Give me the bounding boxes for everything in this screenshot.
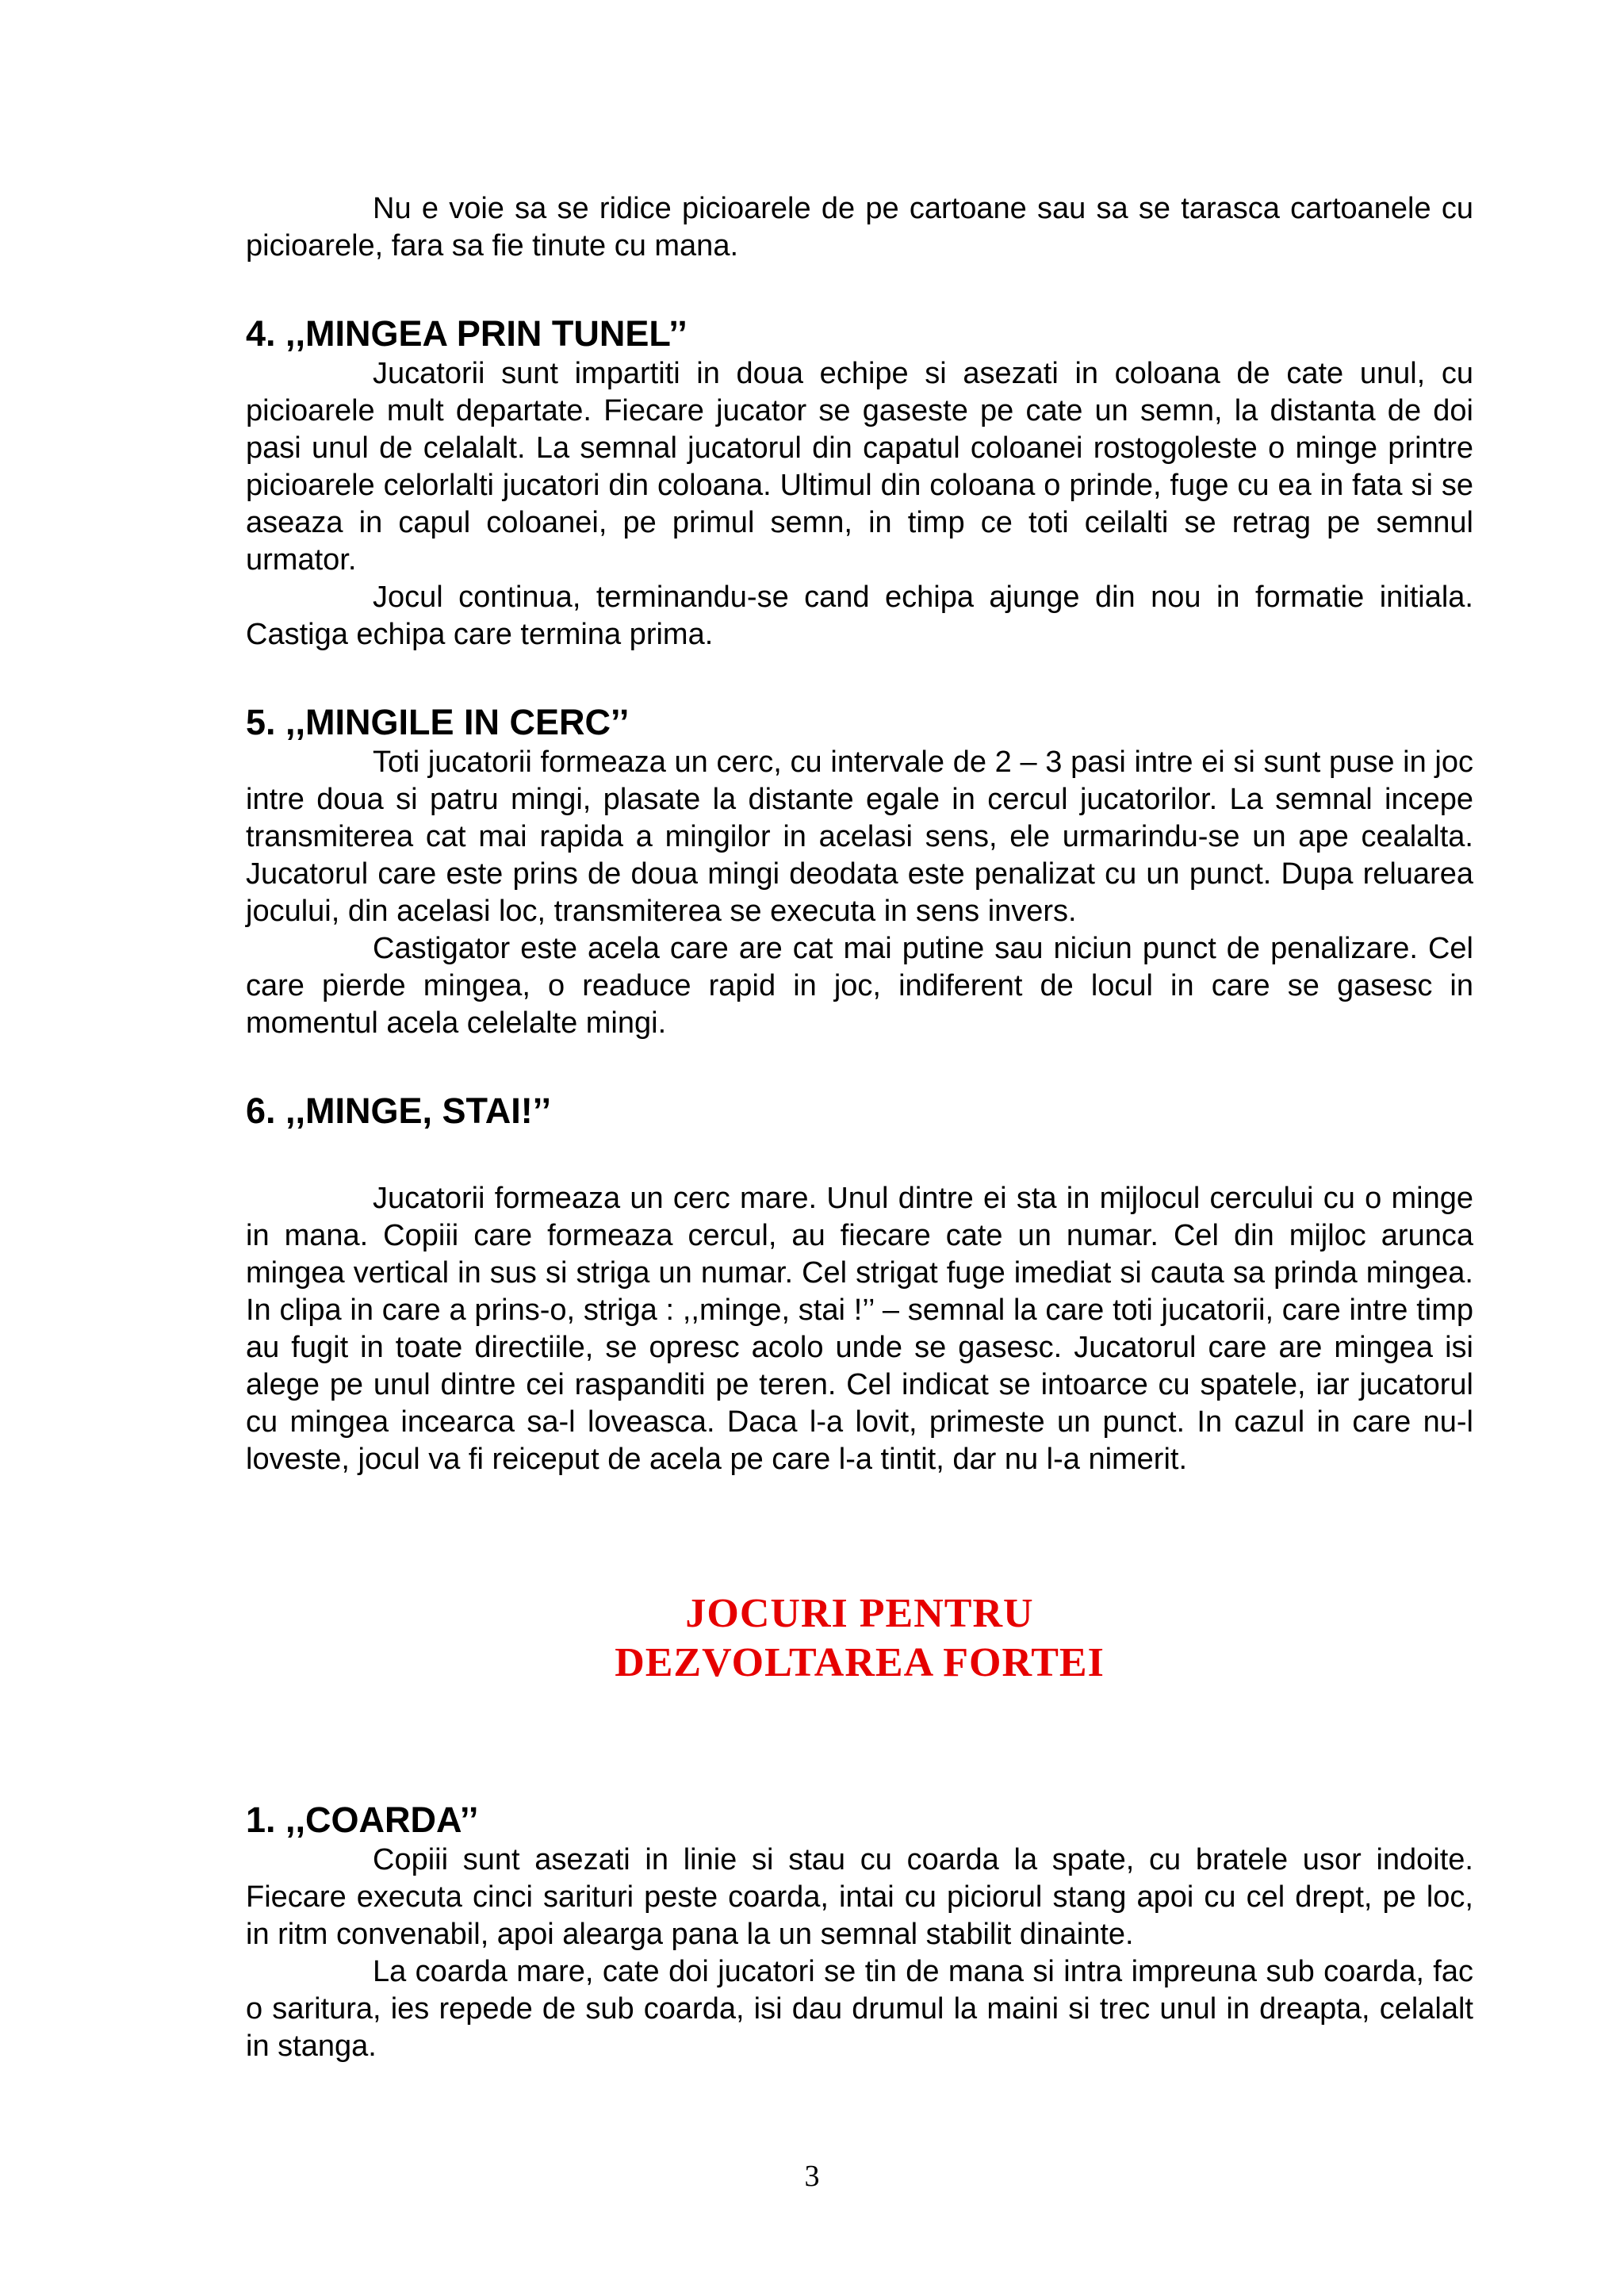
game-5-paragraph-2: Castigator este acela care are cat mai putine sau niciun punct de penalizare. Cel care pierde mingea, o readuce rapid in joc, indiferent de locul in care se gasesc in momentul acela celelalte mingi. [246, 932, 1473, 1040]
spacer [246, 654, 1473, 701]
game-4-paragraph-2: Jocul continua, terminandu-se cand echipa ajunge din nou in formatie initiala. Castiga echipa care termina prima. [246, 581, 1473, 651]
coarda-paragraph-1: Copiii sunt asezati in linie si stau cu coarda la spate, cu bratele usor indoite. Fiecare executa cinci sarituri peste coarda, intai cu piciorul stang apoi cu cel drept, pe loc, in ritm convenabil, apoi alearga pana la un semnal stabilit dinainte. [246, 1843, 1473, 1951]
spacer [246, 1042, 1473, 1090]
game-4-paragraph-1: Jucatorii sunt impartiti in doua echipe si asezati in coloana de cate unul, cu picioarele mult departate. Fiecare jucator se gaseste pe cate un semn, la distanta de doi pasi unul de celalalt. La semnal jucatorul din capatul coloanei rostogoleste o minge printre picioarele celorlalti jucatori din coloana. Ultimul din coloana o prinde, fuge cu ea in fata si se aseaza in capul coloanei, pe primul semn, in timp ce toti ceilalti se retrag pe semnul urmator. [246, 357, 1473, 577]
game-5-paragraph-1: Toti jucatorii formeaza un cerc, cu intervale de 2 – 3 pasi intre ei si sunt puse in joc intre doua si patru mingi, plasate la distante egale in cercul jucatorilor. La semnal incepe transmiterea cat mai rapida a mingilor in acelasi sens, ele urmarindu-se un ape cealalta. Jucatorul care este prins de doua mingi deodata este penalizat cu un punct. Dupa reluarea jocului, din acelasi loc, transmiterea se executa in sens invers. [246, 746, 1473, 928]
section-title-line-2: DEZVOLTAREA FORTEI [615, 1640, 1105, 1685]
spacer [246, 1478, 1473, 1589]
intro-paragraph: Nu e voie sa se ridice picioarele de pe cartoane sau sa se tarasca cartoanele cu picioarele, fara sa fie tinute cu mana. [246, 192, 1473, 263]
document-page [246, 190, 1473, 2065]
game-5-heading: 5. ,,MINGILE IN CERC’’ [246, 702, 630, 742]
spacer [246, 1133, 1473, 1180]
game-6-paragraph-1: Jucatorii formeaza un cerc mare. Unul dintre ei sta in mijlocul cercului cu o minge in mana. Copiii care formeaza cercul, au fiecare cate un numar. Cel din mijloc arunca mingea vertical in sus si striga un numar. Cel strigat fuge imediat si cauta sa prinda mingea. In clipa in care a prins-o, striga : ,,minge, stai !’’ – semnal la care toti jucatorii, care intre timp au fugit in toate directiile, se opresc acolo unde se gasesc. Jucatorul care are mingea isi alege pe unul dintre cei raspanditi pe teren. Cel indicat se intoarce cu spatele, iar jucatorul cu mingea incearca sa-l loveasca. Daca l-a lovit, primeste un punct. In cazul in care nu-l loveste, jocul va fi reiceput de acela pe care l-a tintit, dar nu l-a nimerit. [246, 1182, 1473, 1476]
page-number: 3 [804, 2160, 820, 2193]
section-title-line-1: JOCURI PENTRU [685, 1591, 1034, 1636]
game-6-heading: 6. ,,MINGE, STAI!’’ [246, 1091, 552, 1131]
coarda-heading: 1. ,,COARDA’’ [246, 1800, 479, 1840]
spacer [246, 1688, 1473, 1799]
game-4-heading: 4. ,,MINGEA PRIN TUNEL’’ [246, 313, 688, 354]
coarda-paragraph-2: La coarda mare, cate doi jucatori se tin de mana si intra impreuna sub coarda, fac o saritura, ies repede de sub coarda, isi dau drumul la maini si trec unul in dreapta, celalalt in stanga. [246, 1955, 1473, 2063]
spacer [246, 265, 1473, 312]
